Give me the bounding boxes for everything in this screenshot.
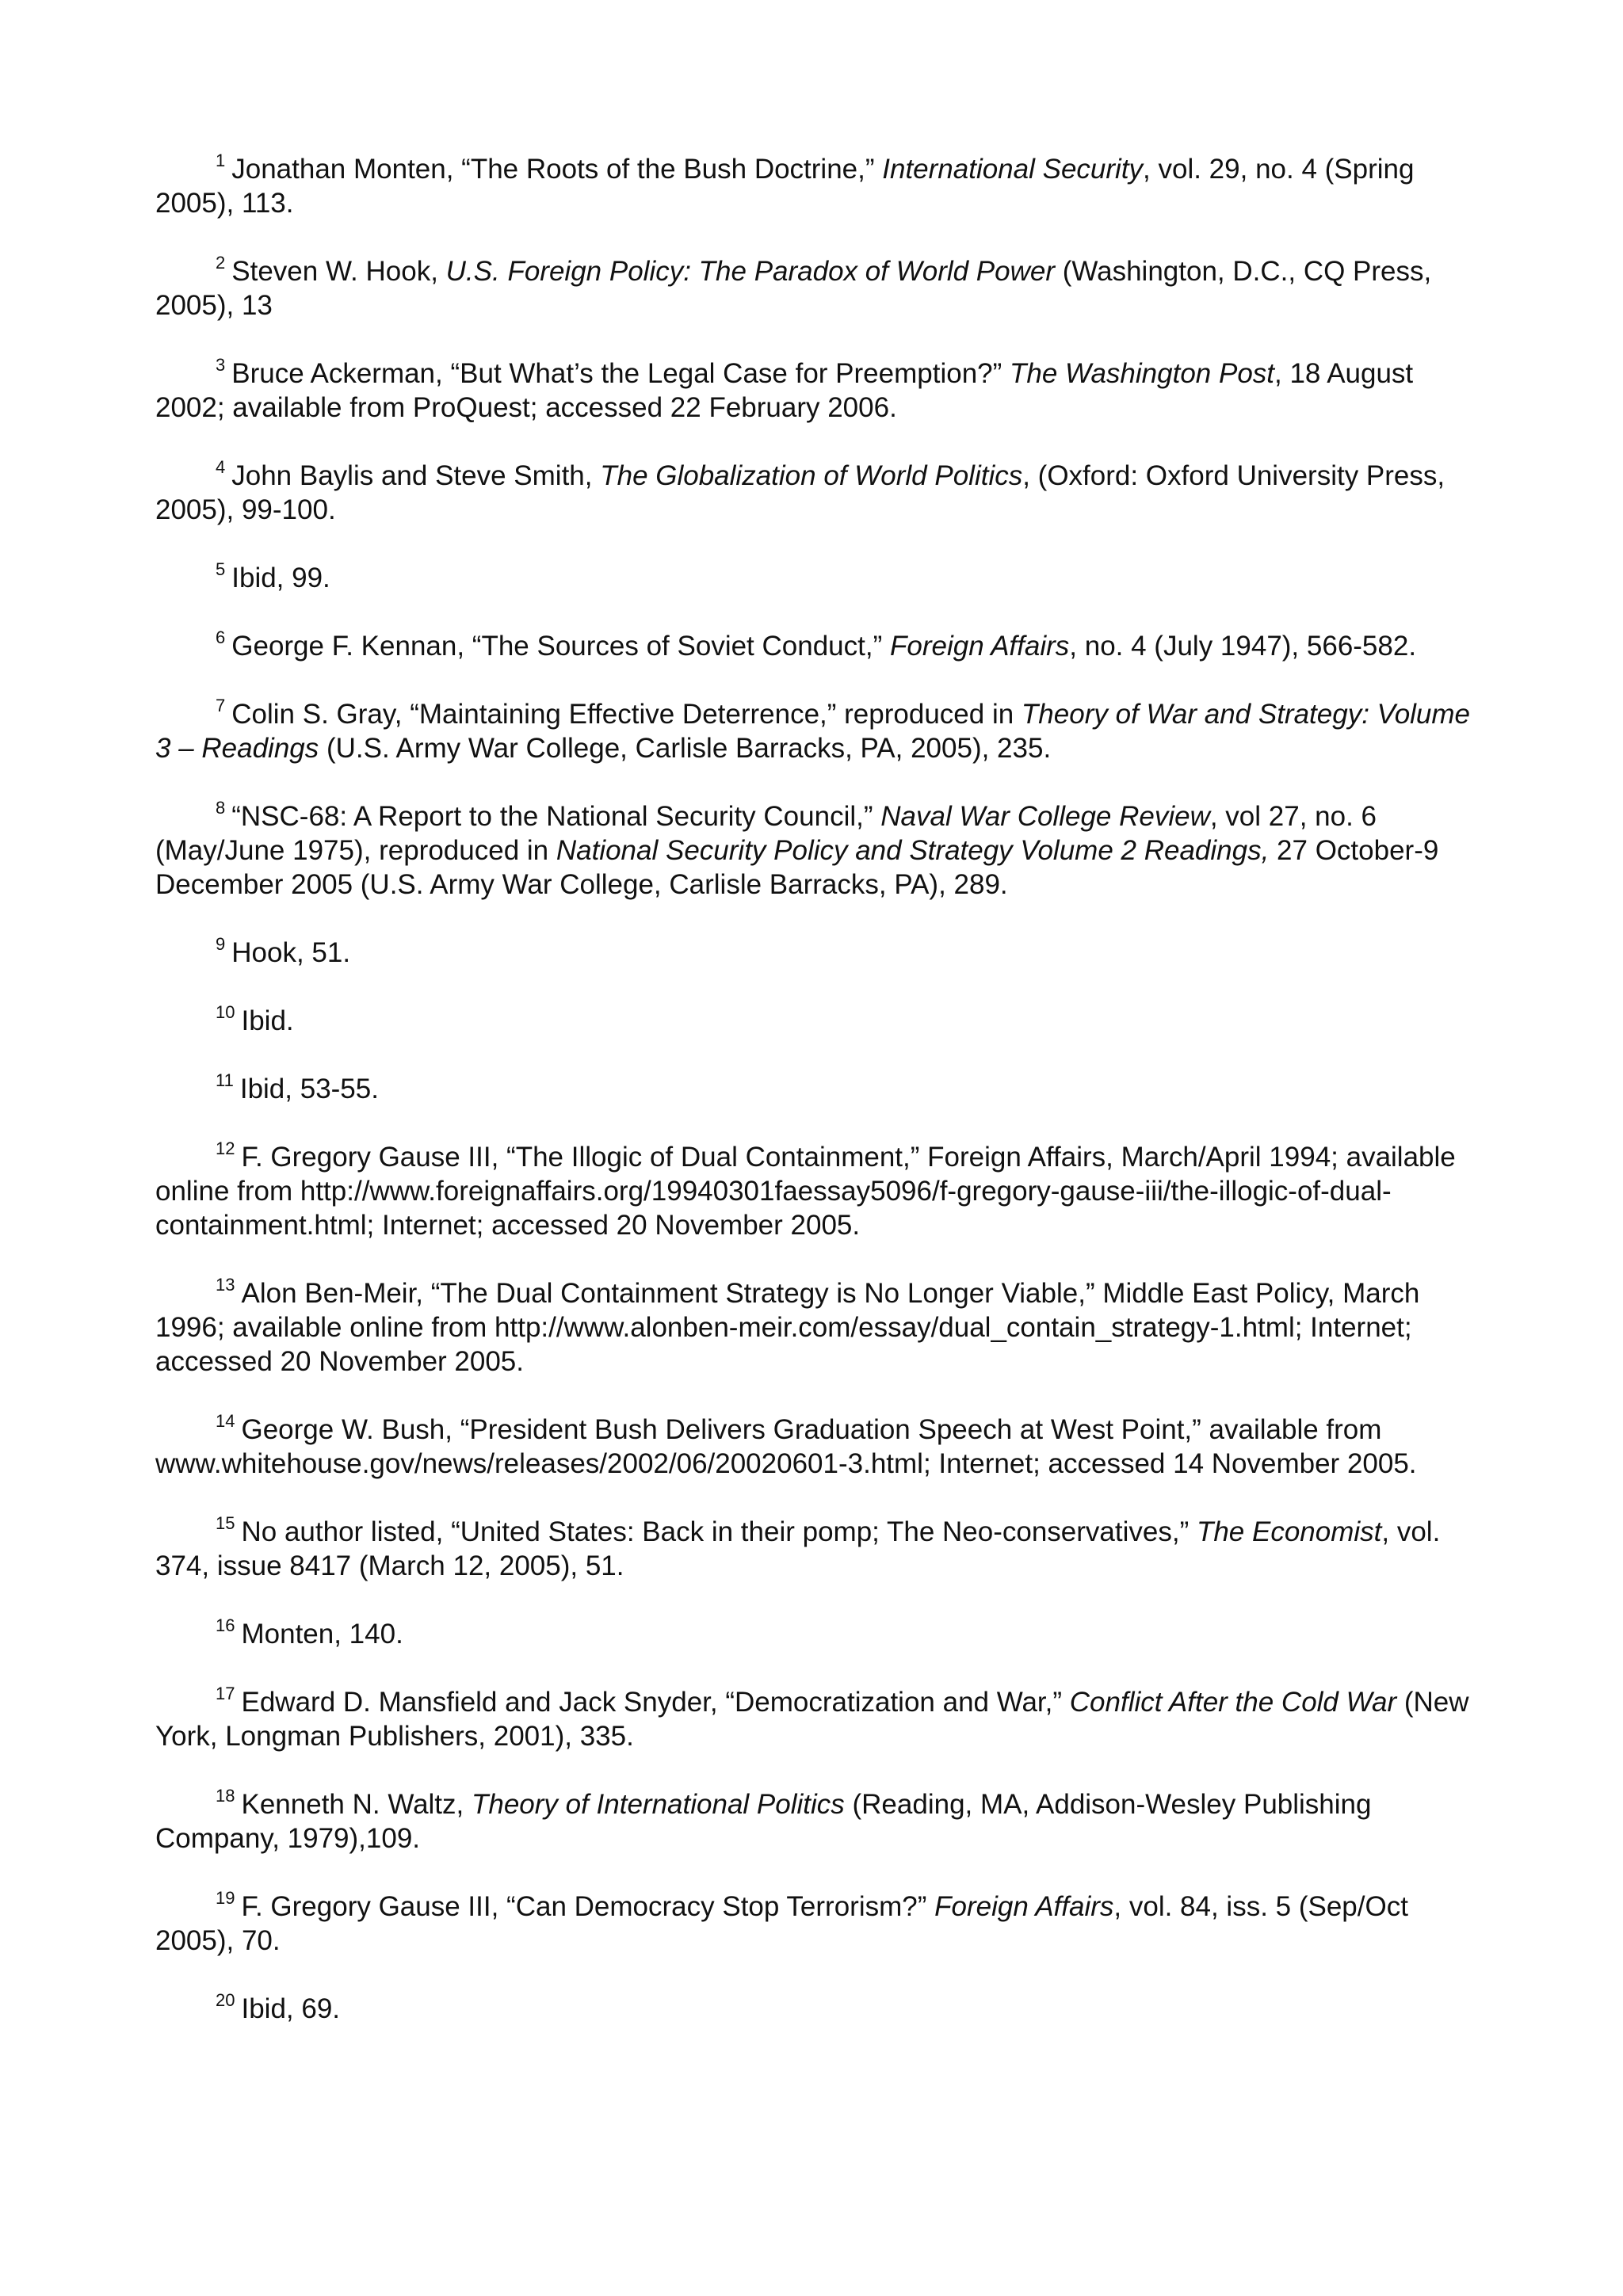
endnote-number: 1 bbox=[216, 151, 226, 170]
endnote-text: George F. Kennan, “The Sources of Soviet Conduct,” bbox=[231, 631, 890, 662]
endnote-number: 16 bbox=[216, 1615, 235, 1635]
endnote-4 bbox=[155, 459, 1483, 527]
endnote-text: (U.S. Army War College, Carlisle Barracks, PA, 2005), 235. bbox=[319, 733, 1052, 764]
endnote-number: 10 bbox=[216, 1002, 235, 1022]
endnote-number: 2 bbox=[216, 253, 226, 273]
endnote-text: Alon Ben-Meir, “The Dual Containment Strategy is No Longer Viable,” Middle East Policy, March 1996; available online from http://www.alonben-meir.com/essay/dual_contain_strategy-1.html; Internet; accessed 20 November 2005. bbox=[155, 1278, 1420, 1377]
endnote-20 bbox=[155, 1992, 1483, 2026]
endnote-1 bbox=[155, 152, 1483, 220]
endnote-italic-text: Naval War College Review bbox=[880, 801, 1210, 832]
endnote-text: Ibid, 69. bbox=[241, 1993, 341, 2024]
endnote-text: , 18 August 2002; available from ProQuest; accessed 22 February 2006. bbox=[155, 358, 1414, 423]
endnote-8 bbox=[155, 799, 1483, 902]
endnote-text: George W. Bush, “President Bush Delivers Graduation Speech at West Point,” available from www.whitehouse.gov/news/releases/2002/06/20020601-3.html; Internet; accessed 14 November 2005. bbox=[155, 1414, 1417, 1479]
endnote-16 bbox=[155, 1617, 1483, 1651]
endnotes-list bbox=[155, 152, 1483, 2060]
endnote-number: 9 bbox=[216, 934, 226, 954]
endnote-text: , no. 4 (July 1947), 566-582. bbox=[1069, 631, 1417, 662]
endnote-text: Kenneth N. Waltz, bbox=[241, 1789, 472, 1820]
endnote-text: (Washington, D.C., CQ Press, 2005), 13 bbox=[155, 256, 1432, 321]
endnote-number: 17 bbox=[216, 1684, 235, 1703]
endnote-18 bbox=[155, 1787, 1483, 1855]
endnote-text: Ibid, 53-55. bbox=[239, 1074, 379, 1104]
endnote-text: Ibid. bbox=[241, 1005, 294, 1036]
endnote-text: No author listed, “United States: Back in their pomp; The Neo-conservatives,” bbox=[241, 1516, 1197, 1547]
endnote-number: 11 bbox=[216, 1070, 234, 1090]
endnote-15 bbox=[155, 1515, 1483, 1583]
endnote-6 bbox=[155, 629, 1483, 663]
endnote-17 bbox=[155, 1685, 1483, 1753]
endnote-5 bbox=[155, 561, 1483, 595]
endnote-11 bbox=[155, 1072, 1483, 1106]
endnote-number: 15 bbox=[216, 1513, 235, 1533]
endnote-2 bbox=[155, 254, 1483, 322]
endnote-number: 20 bbox=[216, 1990, 235, 2010]
endnote-text: F. Gregory Gause III, “Can Democracy Stop Terrorism?” bbox=[241, 1891, 935, 1922]
endnote-text: Hook, 51. bbox=[231, 937, 351, 968]
endnote-14 bbox=[155, 1413, 1483, 1481]
endnote-italic-text: National Security Policy and Strategy Volume 2 Readings, bbox=[556, 835, 1270, 866]
endnote-text: Bruce Ackerman, “But What’s the Legal Case for Preemption?” bbox=[231, 358, 1010, 389]
endnote-12 bbox=[155, 1140, 1483, 1242]
endnote-number: 18 bbox=[216, 1786, 235, 1806]
endnote-number: 8 bbox=[216, 798, 226, 818]
endnote-italic-text: International Security bbox=[882, 154, 1144, 185]
endnote-text: , vol. 374, issue 8417 (March 12, 2005), 51. bbox=[155, 1516, 1441, 1581]
endnote-text: Colin S. Gray, “Maintaining Effective Deterrence,” reproduced in bbox=[231, 699, 1022, 730]
endnote-text: Ibid, 99. bbox=[231, 563, 330, 593]
endnote-10 bbox=[155, 1004, 1483, 1038]
endnote-number: 14 bbox=[216, 1411, 235, 1431]
endnote-number: 19 bbox=[216, 1888, 235, 1908]
endnote-number: 4 bbox=[216, 457, 226, 477]
endnote-italic-text: The Globalization of World Politics bbox=[600, 460, 1023, 491]
endnote-text: John Baylis and Steve Smith, bbox=[231, 460, 601, 491]
endnote-text: , vol. 84, iss. 5 (Sep/Oct 2005), 70. bbox=[155, 1891, 1408, 1956]
endnote-number: 5 bbox=[216, 559, 226, 579]
endnote-italic-text: U.S. Foreign Policy: The Paradox of World Power bbox=[445, 256, 1056, 287]
endnote-italic-text: Theory of War and Strategy: Volume 3 – Readings bbox=[155, 699, 1471, 764]
endnote-italic-text: Foreign Affairs bbox=[934, 1891, 1114, 1922]
endnote-text: (New York, Longman Publishers, 2001), 335. bbox=[155, 1687, 1469, 1752]
endnote-text: “NSC-68: A Report to the National Security Council,” bbox=[231, 801, 881, 832]
endnote-number: 7 bbox=[216, 696, 226, 715]
endnote-3 bbox=[155, 357, 1483, 425]
endnote-number: 12 bbox=[216, 1138, 235, 1158]
endnote-text: Jonathan Monten, “The Roots of the Bush Doctrine,” bbox=[231, 154, 883, 185]
endnote-text: Steven W. Hook, bbox=[231, 256, 446, 287]
endnote-italic-text: Conflict After the Cold War bbox=[1069, 1687, 1397, 1718]
endnote-italic-text: Theory of International Politics bbox=[471, 1789, 845, 1820]
endnote-19 bbox=[155, 1890, 1483, 1958]
endnote-number: 13 bbox=[216, 1275, 235, 1295]
endnote-7 bbox=[155, 697, 1483, 765]
endnote-number: 3 bbox=[216, 355, 226, 375]
endnote-text: , vol 27, no. 6 (May/June 1975), reproduced in bbox=[155, 801, 1377, 866]
endnote-text: Monten, 140. bbox=[241, 1619, 403, 1650]
endnote-italic-text: Foreign Affairs bbox=[889, 631, 1070, 662]
endnote-text: , (Oxford: Oxford University Press, 2005), 99-100. bbox=[155, 460, 1445, 525]
endnote-9 bbox=[155, 936, 1483, 970]
endnote-number: 6 bbox=[216, 627, 226, 647]
endnote-text: F. Gregory Gause III, “The Illogic of Dual Containment,” Foreign Affairs, March/April 1994; available online from http://www.foreignaffairs.org/19940301faessay5096/f-gregory-gause-iii/the-illogic-of-dual-containment.html; Internet; accessed 20 November 2005. bbox=[155, 1142, 1456, 1241]
endnote-13 bbox=[155, 1276, 1483, 1379]
endnote-text: , vol. 29, no. 4 (Spring 2005), 113. bbox=[155, 154, 1415, 219]
endnote-text: 27 October-9 December 2005 (U.S. Army War College, Carlisle Barracks, PA), 289. bbox=[155, 835, 1439, 900]
endnote-italic-text: The Economist bbox=[1196, 1516, 1382, 1547]
endnote-text: Edward D. Mansfield and Jack Snyder, “Democratization and War,” bbox=[241, 1687, 1070, 1718]
endnote-italic-text: The Washington Post bbox=[1010, 358, 1275, 389]
endnote-text: (Reading, MA, Addison-Wesley Publishing Company, 1979),109. bbox=[155, 1789, 1372, 1854]
